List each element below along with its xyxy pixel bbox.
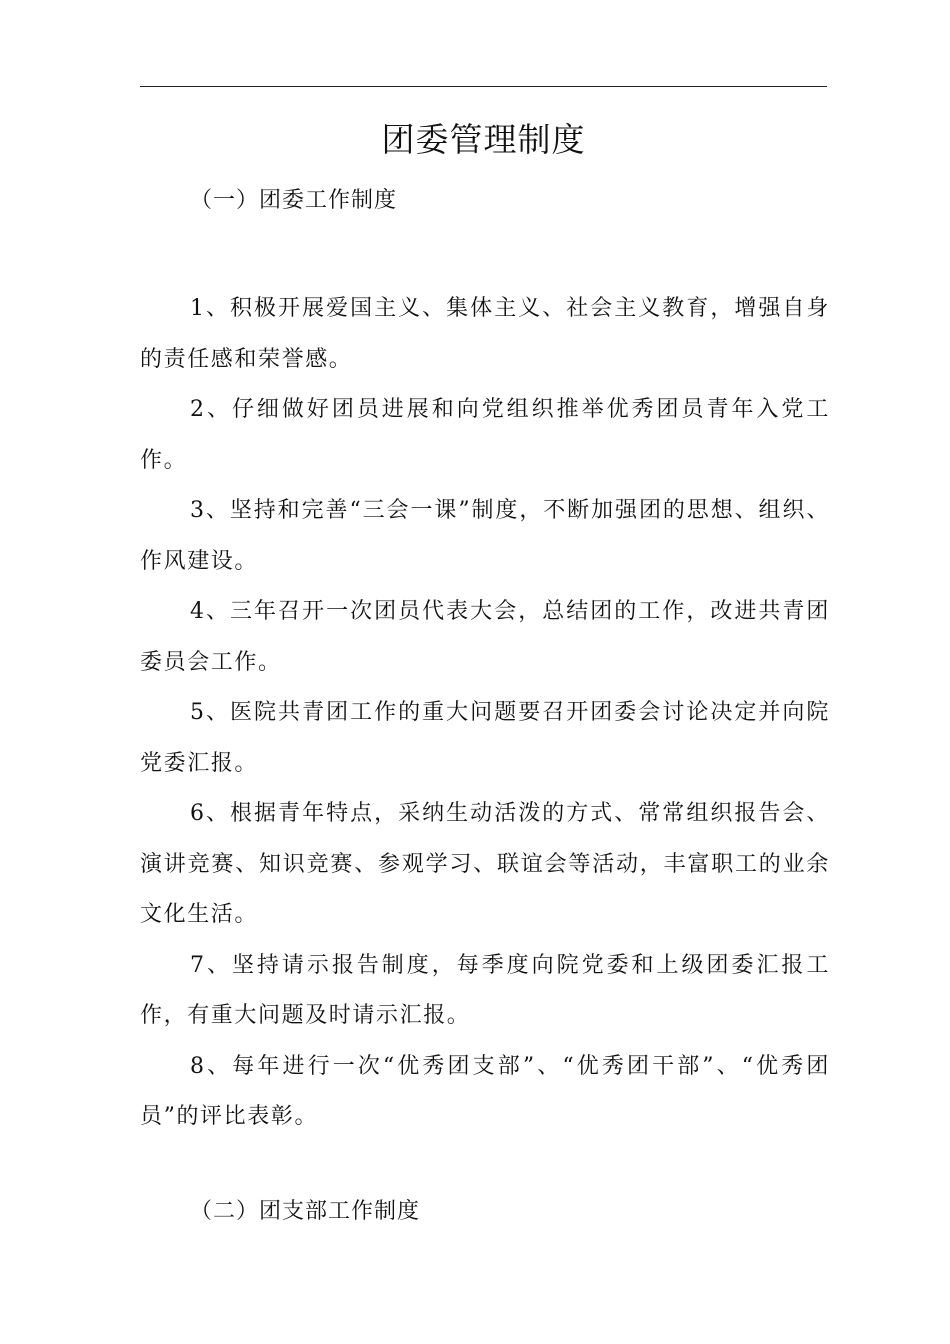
rule-item-8: 8、每年进行一次“优秀团支部”、“优秀团干部”、“优秀团员”的评比表彰。 xyxy=(140,1053,830,1129)
document-title: 团委管理制度 xyxy=(381,120,586,159)
rules-list xyxy=(140,284,830,1143)
section-heading-1: （一）团委工作制度 xyxy=(190,188,398,213)
rule-item-3: 3、坚持和完善“三会一课”制度，不断加强团的思想、组织、作风建设。 xyxy=(140,498,830,574)
rule-item-7: 7、坚持请示报告制度，每季度向院党委和上级团委汇报工作，有重大问题及时请示汇报。 xyxy=(140,952,830,1028)
header-rule xyxy=(140,86,827,87)
rule-item-4: 4、三年召开一次团员代表大会，总结团的工作，改进共青团委员会工作。 xyxy=(140,599,830,675)
rule-item-1: 1、积极开展爱国主义、集体主义、社会主义教育，增强自身的责任感和荣誉感。 xyxy=(140,296,830,372)
section-heading-2: （二）团支部工作制度 xyxy=(190,1199,421,1224)
rule-item-6: 6、根据青年特点，采纳生动活泼的方式、常常组织报告会、演讲竞赛、知识竞赛、参观学习、联谊会等活动，丰富职工的业余文化生活。 xyxy=(140,801,830,927)
rule-item-2: 2、仔细做好团员进展和向党组织推举优秀团员青年入党工作。 xyxy=(140,397,830,473)
rule-item-5: 5、医院共青团工作的重大问题要召开团委会讨论决定并向院党委汇报。 xyxy=(140,700,830,776)
